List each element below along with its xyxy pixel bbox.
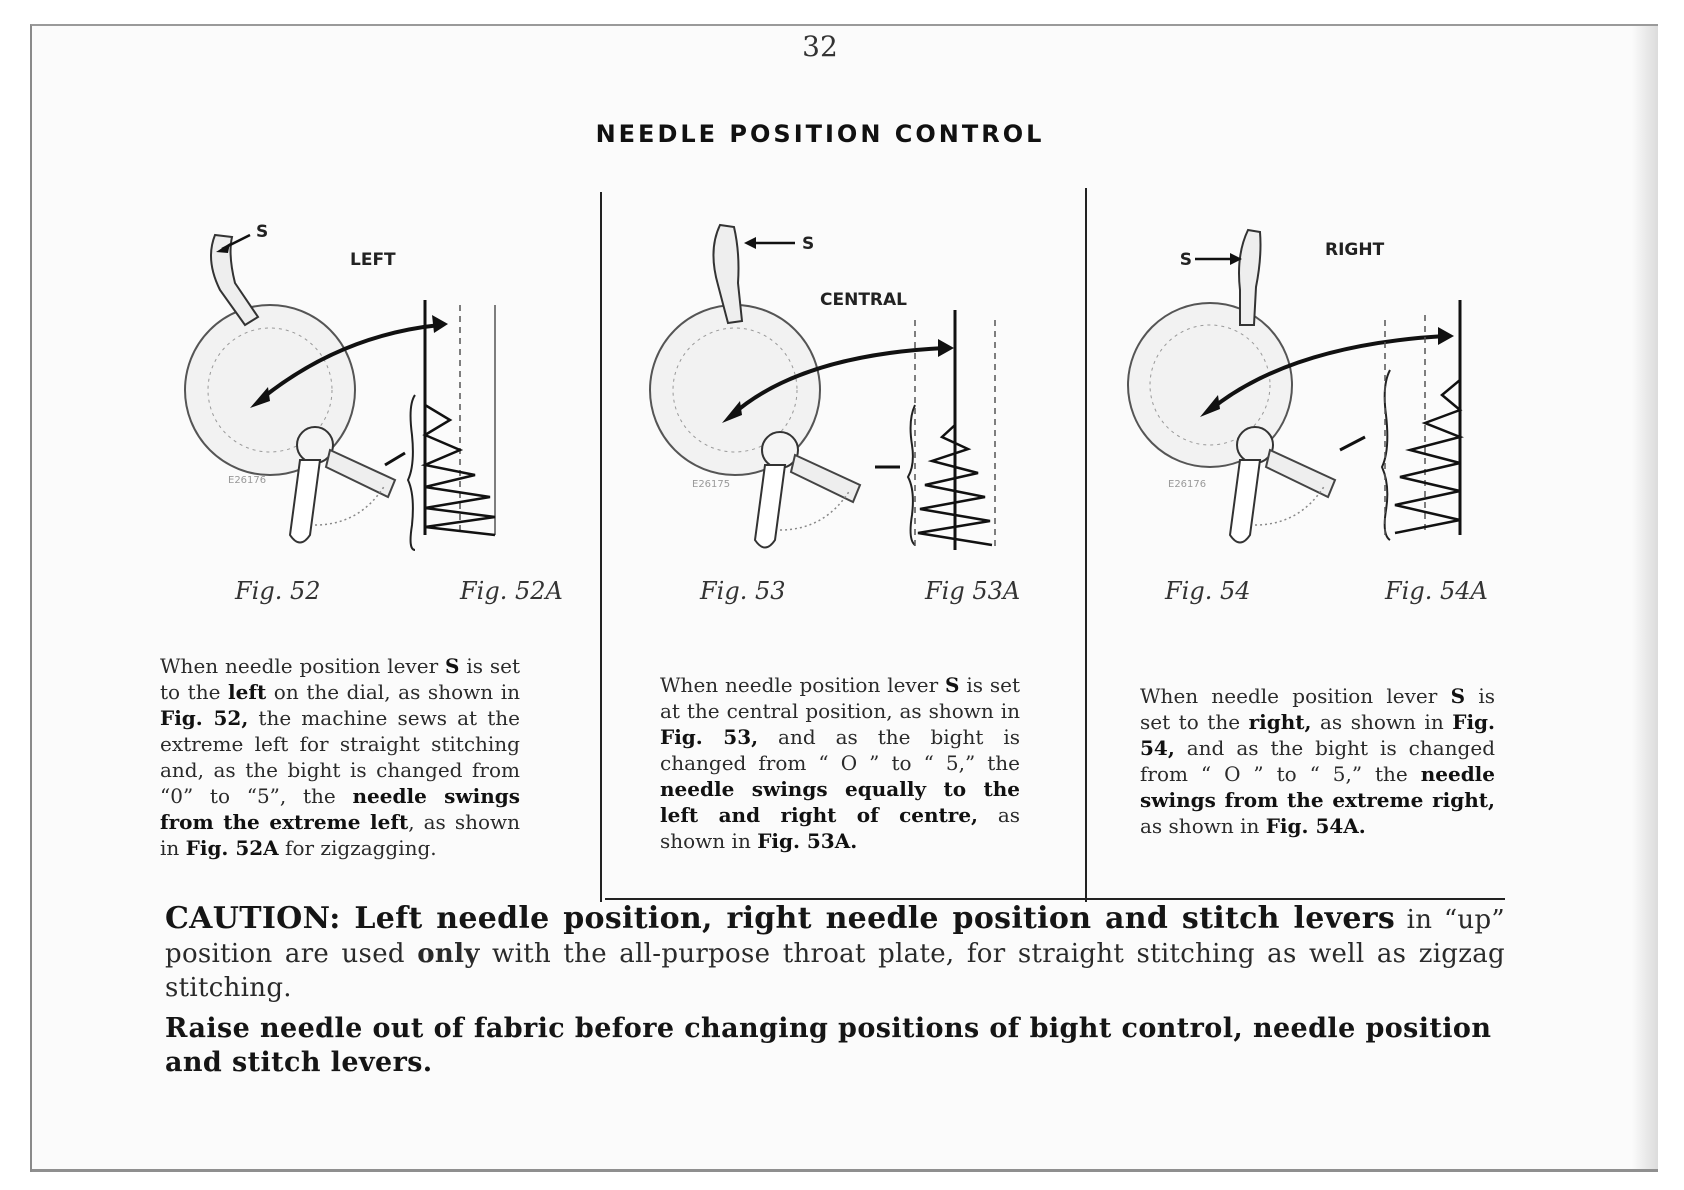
serial-number: E26175 (692, 479, 731, 490)
position-label-left: LEFT (350, 250, 396, 270)
figure-52-illustration (150, 205, 590, 565)
lever-s-label: S (256, 222, 269, 242)
caution-only: only (417, 939, 480, 969)
lever-s-label: S (802, 234, 815, 254)
caution-rest: in “up” position are used (165, 905, 1505, 969)
fig-52a-label: Fig. 52A (460, 577, 563, 605)
section-title: NEEDLE POSITION CONTROL (595, 120, 1045, 148)
fig-54a-label: Fig. 54A (1385, 577, 1488, 605)
panel-right (1100, 175, 1520, 895)
panel-left-description: When needle position lever S is set to the left on the dial, as shown in Fig. 52, the machine sews at the extreme left for straight stitching and, as the bight is changed from “0” to “5”, the needle swings from the extreme left, as shown in Fig. 52A for zigzagging. (160, 654, 521, 860)
position-label-right: RIGHT (1325, 240, 1385, 260)
caution-lead: CAUTION: Left needle position, right needle position and stitch levers (165, 901, 1396, 936)
figure-53-illustration (620, 205, 1070, 565)
fig-54-label: Fig. 54 (1165, 577, 1251, 605)
fig-52-label: Fig. 52 (235, 577, 321, 605)
panel-central (620, 175, 1070, 895)
needle-dial-diagram-right (1100, 205, 1520, 565)
panel-divider-left (600, 192, 602, 902)
panel-right-description: When needle position lever S is set to the right, as shown in Fig. 54, and as the bight is changed from “ O ” to “ 5,” the needle swings from the extreme right, as shown in Fig. 54A. (1140, 684, 1495, 838)
page-number: 32 (802, 30, 838, 63)
fig-53-label: Fig. 53 (700, 577, 786, 605)
caution-rule (605, 898, 1505, 900)
caution-tail: with the all-purpose throat plate, for straight stitching as well as zigzag stitching. (165, 939, 1505, 1003)
figure-54-illustration (1100, 205, 1520, 565)
panel-central-description: When needle position lever S is set at the central position, as shown in Fig. 53, and as the bight is changed from “ O ” to “ 5,” the needle swings equally to the left and right of centre, as shown in Fig. 53A. (660, 673, 1021, 853)
needle-dial-diagram-left (150, 205, 590, 565)
panel-divider-right (1085, 188, 1087, 902)
serial-number: E26176 (228, 475, 267, 486)
caution-paragraph (165, 902, 1505, 1005)
lever-s-label: S (1179, 250, 1192, 270)
fig-53a-label: Fig 53A (925, 577, 1021, 605)
panel-left (150, 175, 590, 895)
raise-needle-note: Raise needle out of fabric before changing positions of bight control, needle position and stitch levers. (165, 1013, 1492, 1078)
page-bottom-edge (32, 1169, 1658, 1172)
needle-dial-diagram-central (620, 205, 1070, 565)
serial-number: E26176 (1168, 479, 1207, 490)
position-label-central: CENTRAL (820, 290, 907, 310)
page-edge-shadow (1632, 26, 1658, 1172)
